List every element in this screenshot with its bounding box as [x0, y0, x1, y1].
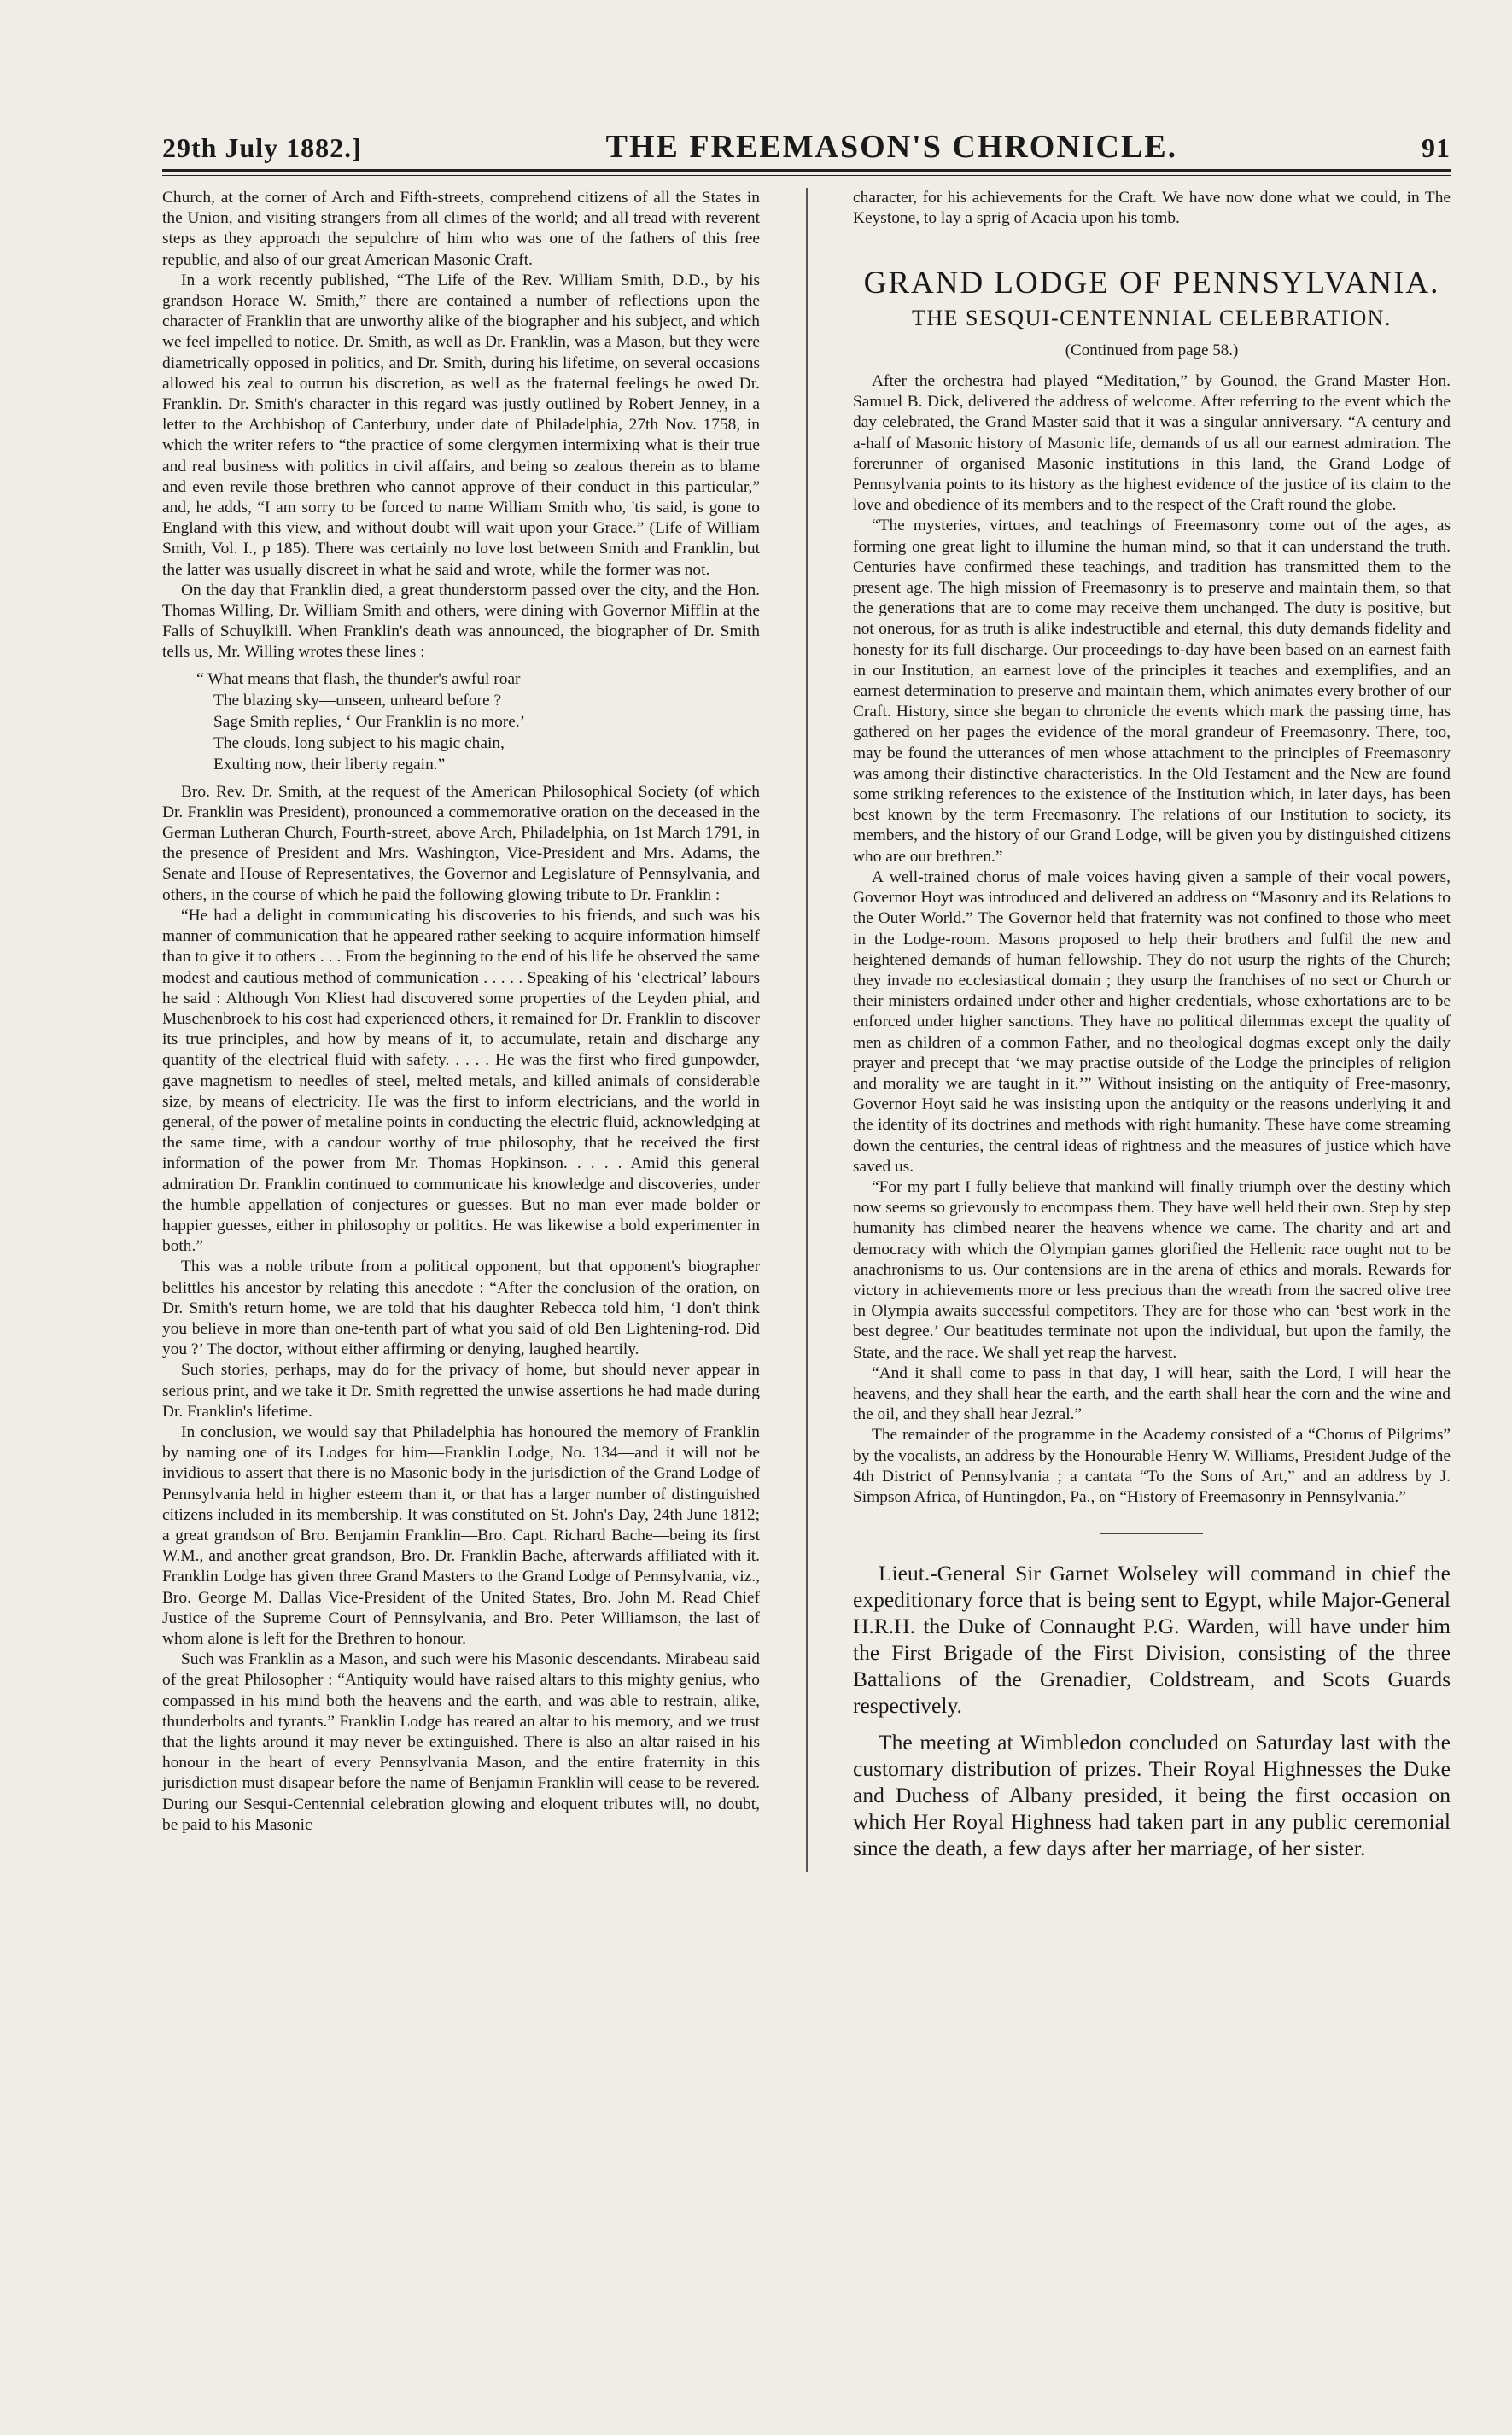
section-subheading: THE SESQUI-CENTENNIAL CELEBRATION.: [911, 305, 1392, 330]
article-paragraph: This was a noble tribute from a political opponent, but that opponent's biographer belittles his ancestor by relating this anecdote : “After the conclusion of the oration, on Dr. Smith's return home, we are told that his daughter Rebecca told him, ‘I don't think you believe in more than one-tenth part of what you said of old Ben Lightening-rod. Did you ?’ The doctor, without either affirming or denying, laughed heartily.: [162, 1258, 760, 1359]
article-paragraph: Bro. Rev. Dr. Smith, at the request of the American Philosophical Society (of which Dr. Franklin was President), pronounced a commemorative oration on the deceased in the German Lutheran Church, Fourth-street, above Arch, Philadelphia, on 1st March 1791, in the presence of President and Mrs. Washington, Vice-President and Mrs. Adams, the Senate and House of Representatives, the Governor and Legislature of Pennsylvania, and others, in the course of which he paid the following glowing tribute to Dr. Franklin :: [162, 782, 760, 904]
article-paragraph: The remainder of the programme in the Academy consisted of a “Chorus of Pilgrims” by the vocalists, an address by the Honourable Henry W. Williams, President Judge of the 4th District of Pennsylvania ; a cantata “To the Sons of Art,” and an address by J. Simpson Africa, of Huntingdon, Pa., on “History of Freemasonry in Pennsylvania.”: [853, 1426, 1451, 1506]
poem-line: The clouds, long subject to his magic chain,: [213, 733, 505, 752]
section-divider: [1100, 1533, 1203, 1534]
article-columns: [162, 188, 1451, 1872]
masthead: [162, 128, 1451, 166]
poem-line: “ What means that flash, the thunder's awful roar—: [196, 669, 537, 688]
news-notice: The meeting at Wimbledon concluded on Saturday last with the customary distribution of prizes. Their Royal Highnesses the Duke and Duchess of Albany presided, it being the first occasion on which Her Royal Highness had taken part in any public ceremonial since the death, a few days after her marriage, of her sister.: [853, 1730, 1451, 1861]
article-paragraph: After the orchestra had played “Meditation,” by Gounod, the Grand Master Hon. Samuel B. Dick, delivered the address of welcome. After referring to the event which the day celebrated, the Grand Master said that it was a singular anniversary. “A century and a-half of Masonic history of Masonic life, demands of us all our earnest admiration. The forerunner of organised Masonic institutions in this land, the Grand Lodge of Pennsylvania points to its history as the highest evidence of the justice of its claim to the love and obedience of its members and to the respect of the Craft round the globe.: [853, 372, 1451, 515]
right-column: [853, 188, 1451, 1872]
article-paragraph: “The mysteries, virtues, and teachings of Freemasonry come out of the ages, as forming one great light to illumine the human mind, so that it can understand the truth. Centuries have confirmed these teachings, and tradition has transmitted them to the present age. The high mission of Freemasonry is to preserve and maintain them, so that the generations that are to come may receive them unchanged. The duty is positive, but not onerous, for as truth is alike indestructible and eternal, this duty demands fidelity and honesty for its full discharge. Our proceedings to-day have been based on an earnest faith in our Institution, an earnest love of the principles it teaches and exemplifies, and an earnest determination to preserve and maintain them, which animates every brother of our Craft. History, since she began to chronicle the events which mark the passing time, has gathered on her pages the evidence of the moral grandeur of Freemasonry. There, too, may be found the utterances of men whose attachment to the principles of Freemasonry was among their distinctive characteristics. In the Old Testament and the New are found some striking references to the existence of the Institution which, in later days, has been best known by the term Freemasonry. The relations of our Institution to society, its members, and the history of our Grand Lodge, will be given you by distinguished citizens who are our brethren.”: [853, 517, 1451, 866]
left-column: [162, 188, 760, 1872]
masthead-rule: [162, 169, 1451, 176]
article-paragraph: “And it shall come to pass in that day, I will hear, saith the Lord, I will hear the heavens, and they shall hear the earth, and the earth shall hear the corn and the wine and the oil, and they shall hear Jezral.”: [853, 1363, 1451, 1424]
article-paragraph: In a work recently published, “The Life of the Rev. William Smith, D.D., by his grandson Horace W. Smith,” there are contained a number of reflections upon the character of Franklin that are unworthy alike of the biographer and his subject, and which we feel impelled to notice. Dr. Smith, as well as Dr. Franklin, was a Mason, but they were diametrically opposed in politics, and Dr. Smith, during his lifetime, on several occasions allowed his zeal to outrun his discretion, as well as the fraternal feelings he owed Dr. Franklin. Dr. Smith's character in this regard was justly outlined by Robert Jenney, in a letter to the Archbishop of Canterbury, under date of Philadelphia, 27th Nov. 1758, in which the writer refers to “the practice of some clergymen intermixing what is their true and real business with politics in civil affairs, and being so zealous therein as to blame and even revile those brethren who cannot approve of their conduct in this particular,” and, he adds, “I am sorry to be forced to name William Smith who, 'tis said, is gone to England with this view, and without doubt will wait upon your Grace.” (Life of William Smith, Vol. I., p 185). There was certainly no love lost between Smith and Franklin, but the latter was usually discreet in what he said and wrote, while the former was not.: [162, 271, 760, 579]
publication-title: THE FREEMASON'S CHRONICLE.: [605, 129, 1178, 165]
news-notices: [853, 1560, 1451, 1861]
article-paragraph: Such stories, perhaps, may do for the privacy of home, but should never appear in serious print, and we take it Dr. Smith regretted the unwise assertions he had made during Dr. Franklin's lifetime.: [162, 1361, 760, 1421]
article-paragraph: Church, at the corner of Arch and Fifth-streets, comprehend citizens of all the States in the Union, and visiting strangers from all climes of the world; and all tread with reverent steps as they approach the sepulchre of him who was one of the fathers of this free republic, and also of our great American Masonic Craft.: [162, 189, 760, 269]
poem: [196, 669, 760, 775]
article-paragraph: In conclusion, we would say that Philadelphia has honoured the memory of Franklin by naming one of its Lodges for him—Franklin Lodge, No. 134—and it will not be invidious to assert that there is no Masonic body in the jurisdiction of the Grand Lodge of Pennsylvania held in higher esteem than it, or that has a larger number of distinguished citizens included in its membership. It was constituted on St. John's Day, 24th June 1812; a great grandson of Bro. Benjamin Franklin—Bro. Capt. Richard Bache—being its first W.M., and another great grandson, Bro. Dr. Franklin Bache, afterwards affiliated with it. Franklin Lodge has given three Grand Masters to the Grand Lodge of Pennsylvania, viz., Bro. George M. Dallas Vice-President of the United States, Bro. John M. Read Chief Justice of the Supreme Court of Pennsylvania, and Bro. Peter Williamson, the last of whom alone is left for the Brethren to honour.: [162, 1422, 760, 1648]
article-continuation: character, for his achievements for the Craft. We have now done what we could, in The Keystone, to lay a sprig of Acacia upon his tomb.: [853, 189, 1451, 228]
article-paragraph: On the day that Franklin died, a great thunderstorm passed over the city, and the Hon. Thomas Willing, Dr. William Smith and others, were dining with Governor Mifflin at the Falls of Schuylkill. When Franklin's death was announced, the biographer of Dr. Smith tells us, Mr. Willing wrotes these lines :: [162, 581, 760, 662]
issue-date: 29th July 1882.]: [162, 132, 362, 163]
news-notice: Lieut.-General Sir Garnet Wolseley will command in chief the expeditionary force that is being sent to Egypt, while Major-General H.R.H. the Duke of Connaught P.G. Warden, will have under him the First Brigade of the First Division, consisting of the three Battalions of the Grenadier, Coldstream, and Scots Guards respectively.: [853, 1561, 1451, 1719]
poem-line: Exulting now, their liberty regain.”: [213, 755, 446, 774]
poem-line: The blazing sky—unseen, unheard before ?: [213, 691, 502, 709]
article-paragraph: “For my part I fully believe that mankind will finally triumph over the destiny which now seems so grievously to encompass them. They have well held their own. Step by step humanity has climbed nearer the heavens whence we came. The charity and art and democracy with which the Olympian games glorified the Hellenic race ought not to be anachronisms to us. Our contensions are in the arena of ethics and morals. Rewards for victory in achievements more or less precious than the wreath from the sacred olive tree in Olympia awaits successful competitors. They are for those who can ‘best work in the best degree.’ Our beatitudes terminate not upon the individual, but upon the family, the State, and the race. We shall yet reap the harvest.: [853, 1177, 1451, 1362]
article-paragraph: Such was Franklin as a Mason, and such were his Masonic descendants. Mirabeau said of the great Philosopher : “Antiquity would have raised altars to this mighty genius, who compassed in his mind both the heavens and the earth, and was able to restrain, alike, thunderbolts and tyrants.” Franklin Lodge has reared an altar to his memory, and we trust that the lights around it may never be extinguished. There is also an altar raised in his honour in the heart of every Pennsylvania Mason, and the entire fraternity in this jurisdiction must disapear before the name of Benjamin Franklin will cease to be revered. During our Sesqui-Centennial celebration glowing and eloquent tributes will, no doubt, be paid to his Masonic: [162, 1650, 760, 1834]
continuation-note: (Continued from page 58.): [1065, 341, 1239, 359]
article-paragraph: “He had a delight in communicating his discoveries to his friends, and such was his manner of communication that he appeared rather seeking to acquire information himself than to give it to others . . . From the beginning to the end of his life he observed the same modest and cautious method of communication . . . . . Speaking of his ‘electrical’ labours he said : Although Von Kliest had discovered some properties of the Leyden phial, and Muschenbroek to his cost had experienced others, it remained for Dr. Franklin to discover its true principles, and how by means of it, to accumulate, retain and discharge any quantity of the electrical fluid with safety. . . . . He was the first who fired gunpowder, gave magnetism to needles of steel, melted metals, and killed animals of considerable size, by means of electricity. He was the first to inform electricians, and the world in general, of the power of metaline points in conducting the electric fluid, acknowledging at the same time, with a candour worthy of true philosophy, that he received the first information of the power from Mr. Thomas Hopkinson. . . . . Amid this general admiration Dr. Franklin continued to communicate his knowledge and discoveries, under the humble appellation of conjectures or guesses. But no man ever made bolder or happier guesses, either in philosophy or politics. He was likewise a bold experimenter in both.”: [162, 906, 760, 1256]
poem-line: Sage Smith replies, ‘ Our Franklin is no more.’: [213, 712, 526, 731]
page-number: 91: [1421, 132, 1451, 163]
article-paragraph: A well-trained chorus of male voices having given a sample of their vocal powers, Governor Hoyt was introduced and delivered an address on “Masonry and its Relations to the Outer World.” The Governor held that fraternity was not confined to those who meet in the Lodge-room. Masons proposed to help their brothers and fulfil the new and heightened demands of human fellowship. They do not usurp the rights of the Church; they invade no ecclesiastical domain ; they usurp the franchises of no sect or Church or their ministers ordained under other and higher credentials, whose exhortations are to be enforced under higher sanctions. They have no political dilemmas except the quality of men as children of a common Father, and no theological dogmas except only the daily prayer and precept that ‘we may practise outside of the Lodge the principles of religion and morality we are taught in it.’” Without insisting on the antiquity of Free-masonry, Governor Hoyt said he was insisting upon the antiquity or the reasons underlying it and the identity of its doctrines and methods with right humanity. These have come streaming down the centuries, the central ideas of rightness and the measures of justice which have saved us.: [853, 867, 1451, 1176]
section-heading: GRAND LODGE OF PENNSYLVANIA.: [863, 266, 1440, 301]
column-divider: [806, 188, 808, 1872]
